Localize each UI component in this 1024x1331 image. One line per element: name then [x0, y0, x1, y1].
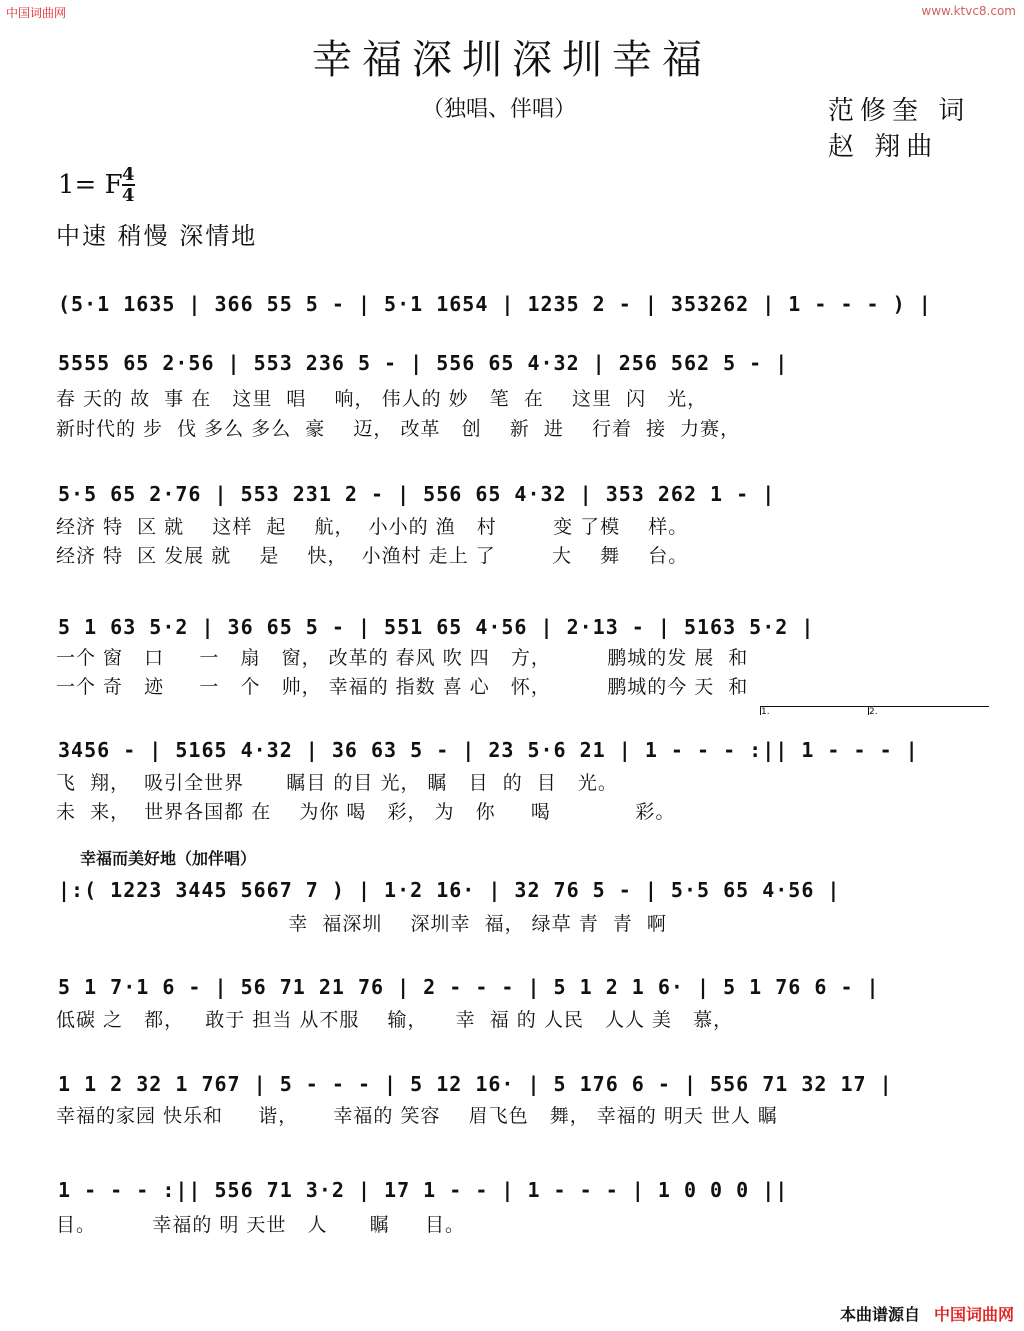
source-site[interactable]: 中国词曲网	[933, 1305, 1014, 1324]
notes: |:( 1223 3445 5667 7 ) | 1·2 16· | 32 76 5 - | 5·5 65 4·56 |	[58, 878, 841, 902]
meter-bottom: 4	[122, 185, 135, 206]
notes: 1 1 2 32 1 767 | 5 - - - | 5 12 16· | 5 176 6 - | 556 71 32 17 |	[58, 1072, 893, 1096]
lyric-line: 飞 翔， 吸引全世界 瞩目 的目 光， 瞩 目 的 目 光。	[56, 772, 618, 794]
source-credit	[840, 1302, 1014, 1325]
lyric-line: 春 天的 故 事 在 这里 唱 响， 伟人的 妙 笔 在 这里 闪 光，	[56, 388, 708, 410]
lyric-line: 幸 福深圳 深圳幸 福， 绿草 青 青 啊	[56, 913, 667, 935]
tempo-marking: 中速 稍慢 深情地	[56, 222, 258, 250]
lyric-line: 新时代的 步 伐 多么 多么 豪 迈， 改革 创 新 进 行着 接 力赛，	[56, 418, 741, 440]
notes: 3456 - | 5165 4·32 | 36 63 5 - | 23 5·6 21 | 1 - - - :|| 1 - - - |	[58, 738, 919, 762]
watermark-left: 中国词曲网	[6, 6, 67, 20]
lyric-line: 低碳 之 都， 敢于 担当 从不服 输， 幸 福 的 人民 人人 美 慕，	[56, 1009, 734, 1031]
watermark-right: www.ktvc8.com	[921, 4, 1016, 18]
source-prefix: 本曲谱源自	[839, 1305, 920, 1324]
lyric-line: 幸福的家园 快乐和 谐， 幸福的 笑容 眉飞色 舞， 幸福的 明天 世人 瞩	[56, 1105, 778, 1127]
lyric-line: 经济 特 区 就 这样 起 航， 小小的 渔 村 变 了模 样。	[56, 516, 689, 538]
lyric-line: 目。 幸福的 明 天世 人 瞩 目。	[56, 1214, 465, 1236]
notes: 5 1 63 5·2 | 36 65 5 - | 551 65 4·56 | 2·13 - | 5163 5·2 |	[58, 615, 815, 639]
meter-top: 4	[122, 164, 135, 185]
notes: 5·5 65 2·76 | 553 231 2 - | 556 65 4·32 | 353 262 1 - |	[58, 482, 776, 506]
volta-2: 2.	[868, 706, 989, 715]
notes: 5555 65 2·56 | 553 236 5 - | 556 65 4·32 | 256 562 5 - |	[58, 351, 789, 375]
notes: 1 - - - :|| 556 71 3·2 | 17 1 - - | 1 - - - | 1 0 0 0 ||	[58, 1178, 789, 1202]
lyric-line: 未 来， 世界各国都 在 为你 喝 彩， 为 你 喝 彩。	[56, 801, 676, 823]
time-signature	[122, 165, 135, 205]
key-signature: 1= F	[58, 170, 123, 200]
volta-1: 1.	[760, 706, 891, 715]
music-line	[50, 286, 980, 336]
lyric-line: 一个 奇 迹 一 个 帅， 幸福的 指数 喜 心 怀， 鹏城的今 天 和	[56, 676, 749, 698]
song-subtitle: （独唱、伴唱）	[422, 97, 577, 122]
lyric-line: 一个 窗 口 一 扇 窗， 改革的 春风 吹 四 方， 鹏城的发 展 和	[56, 647, 749, 669]
lyric-line: 经济 特 区 发展 就 是 快， 小渔村 走上 了 大 舞 台。	[56, 545, 689, 567]
lyricist-credit: 范修奎 词	[828, 96, 971, 126]
song-title: 幸福深圳深圳幸福	[312, 37, 712, 83]
notes: (5·1 1635 | 366 55 5 - | 5·1 1654 | 1235 2 - | 353262 | 1 - - - ) |	[58, 292, 932, 316]
composer-credit: 赵 翔曲	[828, 132, 939, 162]
section-label: 幸福而美好地（加伴唱）	[80, 849, 257, 868]
notes: 5 1 7·1 6 - | 56 71 21 76 | 2 - - - | 5 1 2 1 6· | 5 1 76 6 - |	[58, 975, 880, 999]
